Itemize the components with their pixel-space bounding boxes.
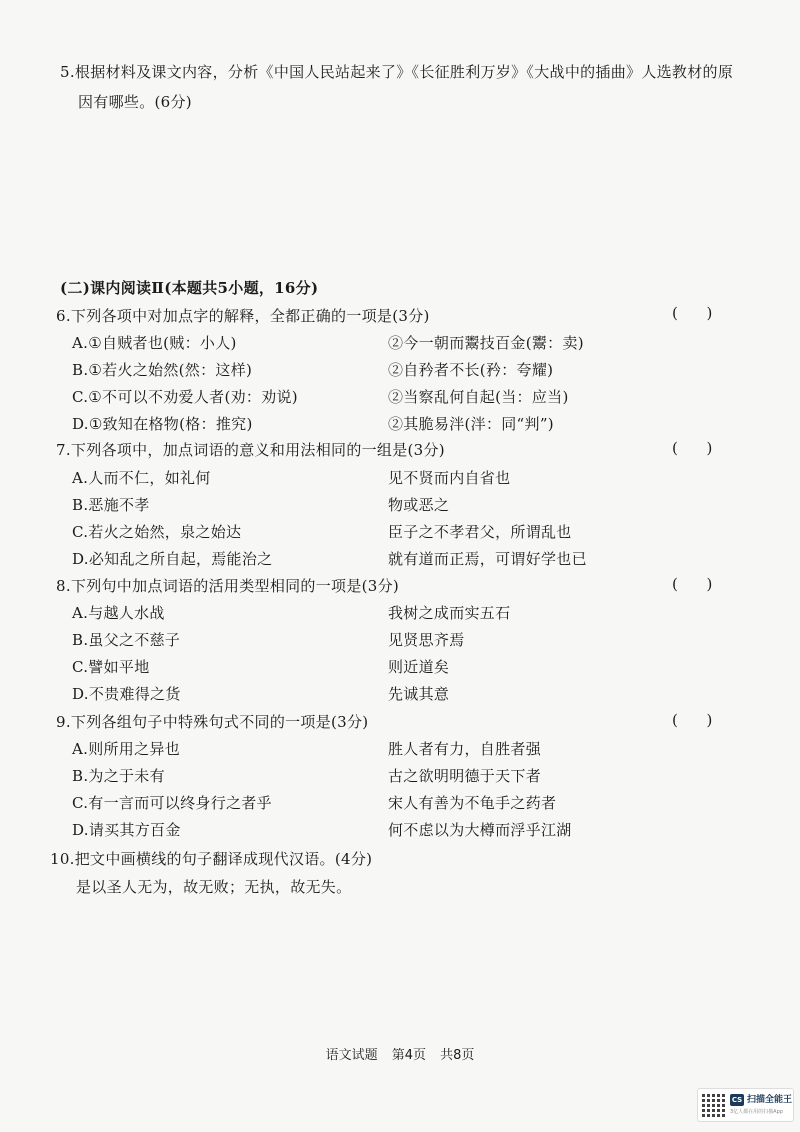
- q6-option-b-left: B.①若火之始然(然：这样): [72, 361, 253, 379]
- q7-option-c-left: C.若火之始然，泉之始达: [72, 523, 242, 541]
- q8-option-b-left: B.虽父之不慈子: [72, 631, 181, 649]
- q9-option-d-right: 何不虑以为大樽而浮乎江湖: [388, 821, 572, 839]
- q6-option-d-right: ②其脆易泮(泮：同“判”): [388, 415, 554, 433]
- q8-option-d-left: D.不贵难得之货: [72, 685, 181, 703]
- q7-option-b-left: B.恶施不孝: [72, 496, 150, 514]
- q5-line1: 5.根据材料及课文内容，分析《中国人民站起来了》《长征胜利万岁》《大战中的插曲》人选教材的原: [60, 63, 734, 81]
- q7-option-b-right: 物或恶之: [388, 496, 450, 514]
- q8-option-a-right: 我树之成而实五石: [388, 604, 511, 622]
- q8-option-c-right: 则近道矣: [388, 658, 450, 676]
- q6-stem: 6.下列各项中对加点字的解释，全都正确的一项是(3分): [56, 307, 430, 325]
- q10-stem: 10.把文中画横线的句子翻译成现代汉语。(4分): [50, 850, 373, 868]
- q6-option-c-right: ②当察乱何自起(当：应当): [388, 388, 569, 406]
- q8-stem: 8.下列句中加点词语的活用类型相同的一项是(3分): [56, 577, 400, 595]
- q8-option-d-right: 先诚其意: [388, 685, 450, 703]
- q9-option-a-right: 胜人者有力，自胜者强: [388, 740, 542, 758]
- q7-option-a-left: A.人而不仁，如礼何: [72, 469, 211, 487]
- q5-line2: 因有哪些。(6分): [78, 93, 192, 111]
- q7-option-c-right: 臣子之不孝君父，所谓乱也: [388, 523, 572, 541]
- q6-option-d-left: D.①致知在格物(格：推究): [72, 415, 253, 433]
- q7-option-a-right: 见不贤而内自省也: [388, 469, 511, 487]
- q9-option-a-left: A.则所用之异也: [72, 740, 181, 758]
- q8-option-b-right: 见贤思齐焉: [388, 631, 465, 649]
- q8-answer-blank[interactable]: ( ): [672, 575, 713, 593]
- q9-option-c-right: 宋人有善为不龟手之药者: [388, 794, 557, 812]
- q9-option-b-left: B.为之于未有: [72, 767, 165, 785]
- watermark-app-name: 扫描全能王: [747, 1095, 793, 1105]
- q6-option-a-right: ②今一朝而鬻技百金(鬻：卖): [388, 334, 584, 352]
- q6-option-c-left: C.①不可以不劝爱人者(劝：劝说): [72, 388, 298, 406]
- q7-stem: 7.下列各项中，加点词语的意义和用法相同的一组是(3分): [56, 441, 445, 459]
- q8-option-a-left: A.与越人水战: [72, 604, 165, 622]
- scanner-watermark: [697, 1088, 794, 1122]
- q7-option-d-left: D.必知乱之所自起，焉能治之: [72, 550, 273, 568]
- q10-sentence: 是以圣人无为，故无败；无执，故无失。: [76, 878, 352, 896]
- q6-option-b-right: ②自矜者不长(矜：夸耀): [388, 361, 554, 379]
- q9-option-d-left: D.请买其方百金: [72, 821, 181, 839]
- q7-answer-blank[interactable]: ( ): [672, 439, 713, 457]
- camscanner-logo-icon: CS: [731, 1096, 743, 1104]
- q9-option-b-right: 古之欲明明德于天下者: [388, 767, 542, 785]
- q9-answer-blank[interactable]: ( ): [672, 711, 713, 729]
- q7-option-d-right: 就有道而正焉，可谓好学也已: [388, 550, 587, 568]
- page-footer: 语文试题 第4页 共8页: [325, 1048, 475, 1063]
- q6-answer-blank[interactable]: ( ): [672, 304, 713, 322]
- qr-code-icon: [702, 1093, 726, 1117]
- q8-option-c-left: C.譬如平地: [72, 658, 150, 676]
- section-heading: (二)课内阅读Ⅱ(本题共5小题，16分): [60, 279, 319, 297]
- q6-option-a-left: A.①自贼者也(贼：小人): [72, 334, 237, 352]
- q9-option-c-left: C.有一言而可以终身行之者乎: [72, 794, 272, 812]
- q9-stem: 9.下列各组句子中特殊句式不同的一项是(3分): [56, 713, 369, 731]
- watermark-tagline: 3亿人都在用的扫描App: [730, 1109, 783, 1115]
